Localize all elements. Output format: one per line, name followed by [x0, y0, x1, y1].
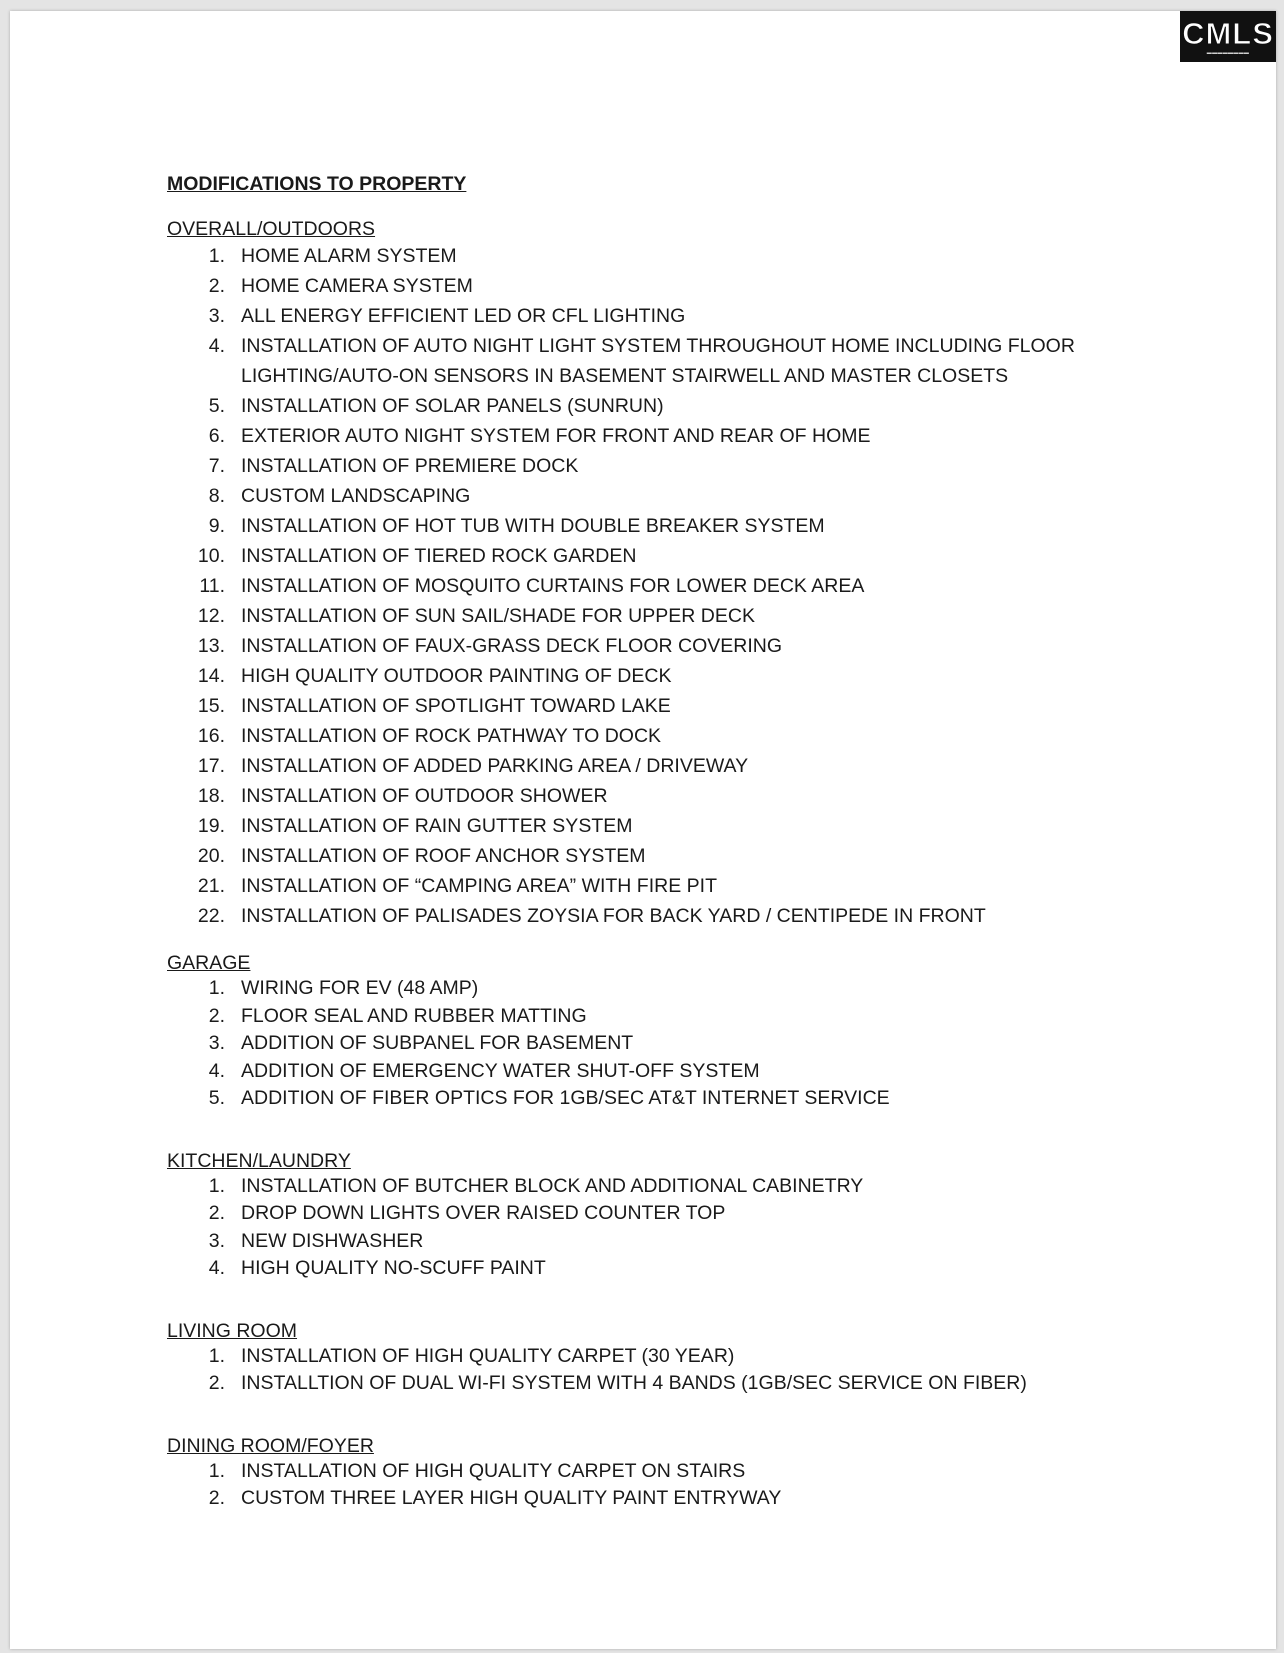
list-item: [167, 901, 1167, 931]
item-number: 8.: [208, 485, 225, 507]
item-number: 4.: [208, 335, 225, 357]
section-heading: OVERALL/OUTDOORS: [167, 218, 376, 240]
list-item: [167, 721, 1167, 751]
item-text: INSTALLATION OF ROOF ANCHOR SYSTEM: [241, 845, 646, 867]
logo-text: CMLS: [1182, 15, 1274, 51]
list-item: [167, 751, 1167, 781]
item-number: 4.: [208, 1059, 225, 1082]
list-item: [167, 1085, 1167, 1113]
item-number: 2.: [208, 275, 225, 297]
item-number: 2.: [208, 1202, 225, 1224]
list-item: [167, 1370, 1167, 1398]
item-list: [167, 1343, 1167, 1398]
list-item: [167, 1003, 1167, 1031]
list-item: [167, 301, 1167, 331]
list-item: [167, 241, 1167, 271]
section-heading: LIVING ROOM: [167, 1319, 298, 1342]
item-number: 2.: [208, 1487, 225, 1509]
item-number: 1.: [208, 245, 225, 267]
list-item: [167, 1485, 1167, 1513]
list-item: [167, 811, 1167, 841]
item-number: 1.: [208, 977, 225, 999]
item-text: INSTALLATION OF FAUX-GRASS DECK FLOOR COVERING: [241, 635, 783, 657]
list-item: [167, 271, 1167, 301]
item-list: [167, 975, 1167, 1113]
list-item: [167, 1173, 1167, 1201]
item-text: INSTALLATION OF TIERED ROCK GARDEN: [241, 545, 637, 567]
item-number: 2.: [208, 1372, 225, 1394]
list-item: [167, 601, 1167, 631]
item-number: 3.: [208, 305, 225, 327]
item-text: INSTALLATION OF HOT TUB WITH DOUBLE BREAKER SYSTEM: [241, 515, 825, 537]
item-text: FLOOR SEAL AND RUBBER MATTING: [241, 1004, 587, 1027]
list-item: [167, 975, 1167, 1003]
list-item: [167, 1228, 1167, 1256]
item-number: 22.: [197, 905, 225, 927]
section-heading: DINING ROOM/FOYER: [167, 1434, 374, 1457]
item-number: 18.: [197, 785, 225, 807]
section-living-room: [167, 1319, 1167, 1398]
list-item: [167, 421, 1167, 451]
item-text: INSTALLATION OF ADDED PARKING AREA / DRIVEWAY: [241, 755, 749, 777]
item-number: 21.: [197, 875, 225, 897]
item-text: EXTERIOR AUTO NIGHT SYSTEM FOR FRONT AND REAR OF HOME: [241, 425, 871, 447]
item-number: 1.: [208, 1174, 225, 1197]
item-text: INSTALLATION OF PALISADES ZOYSIA FOR BACK YARD / CENTIPEDE IN FRONT: [241, 905, 986, 927]
item-text: INSTALLATION OF HIGH QUALITY CARPET ON STAIRS: [241, 1459, 746, 1482]
item-number: 17.: [197, 755, 225, 777]
item-number: 4.: [208, 1257, 225, 1279]
item-text: ADDITION OF EMERGENCY WATER SHUT-OFF SYSTEM: [241, 1059, 760, 1082]
item-text: CUSTOM LANDSCAPING: [241, 485, 471, 507]
item-text: HOME ALARM SYSTEM: [241, 245, 457, 267]
document-body: [167, 171, 1167, 1533]
logo-tagline-mark: ▬▬▬▬▬▬▬▬: [1206, 49, 1250, 56]
item-text: INSTALLATION OF OUTDOOR SHOWER: [241, 785, 608, 807]
list-item: [167, 1200, 1167, 1228]
item-list: [167, 241, 1167, 931]
item-text: INSTALLATION OF PREMIERE DOCK: [241, 455, 579, 477]
item-number: 7.: [208, 455, 225, 477]
item-number: 3.: [208, 1229, 225, 1252]
item-text: INSTALLATION OF SOLAR PANELS (SUNRUN): [241, 395, 664, 417]
item-number: 16.: [197, 725, 225, 747]
item-text: INSTALLTION OF DUAL WI-FI SYSTEM WITH 4 BANDS (1GB/SEC SERVICE ON FIBER): [241, 1372, 1027, 1394]
list-item: [167, 1058, 1167, 1086]
item-number: 1.: [208, 1344, 225, 1367]
section-kitchen-laundry: [167, 1149, 1167, 1283]
item-text: INSTALLATION OF BUTCHER BLOCK AND ADDITIONAL CABINETRY: [241, 1174, 864, 1197]
cmls-logo: [1180, 11, 1276, 62]
list-item: [167, 781, 1167, 811]
item-number: 14.: [197, 665, 225, 687]
item-text: INSTALLATION OF SUN SAIL/SHADE FOR UPPER DECK: [241, 605, 755, 627]
list-item: [167, 451, 1167, 481]
item-text: INSTALLATION OF SPOTLIGHT TOWARD LAKE: [241, 695, 671, 717]
item-text: DROP DOWN LIGHTS OVER RAISED COUNTER TOP: [241, 1202, 726, 1224]
item-text: ADDITION OF SUBPANEL FOR BASEMENT: [241, 1032, 634, 1054]
list-item: [167, 1030, 1167, 1058]
item-text: HIGH QUALITY OUTDOOR PAINTING OF DECK: [241, 665, 672, 687]
item-number: 3.: [208, 1032, 225, 1054]
item-text: ALL ENERGY EFFICIENT LED OR CFL LIGHTING: [241, 305, 686, 327]
list-item: [167, 1458, 1167, 1486]
item-number: 12.: [197, 605, 225, 627]
item-list: [167, 1458, 1167, 1513]
list-item: [167, 541, 1167, 571]
list-item: [167, 661, 1167, 691]
item-number: 6.: [208, 425, 225, 447]
list-item: [167, 1255, 1167, 1283]
item-text: WIRING FOR EV (48 AMP): [241, 977, 479, 999]
list-item: [167, 1343, 1167, 1371]
item-number: 10.: [197, 545, 225, 567]
item-list: [167, 1173, 1167, 1283]
list-item: [167, 331, 1167, 391]
item-number: 9.: [208, 515, 225, 537]
item-text: INSTALLATION OF MOSQUITO CURTAINS FOR LOWER DECK AREA: [241, 575, 865, 597]
item-number: 1.: [208, 1459, 225, 1482]
item-number: 13.: [197, 635, 225, 657]
item-text: HIGH QUALITY NO-SCUFF PAINT: [241, 1257, 546, 1279]
section-heading: KITCHEN/LAUNDRY: [167, 1149, 351, 1172]
list-item: [167, 391, 1167, 421]
item-number: 2.: [208, 1004, 225, 1027]
item-text: INSTALLATION OF ROCK PATHWAY TO DOCK: [241, 725, 662, 747]
item-number: 11.: [199, 575, 225, 597]
item-text: INSTALLATION OF AUTO NIGHT LIGHT SYSTEM THROUGHOUT HOME INCLUDING FLOOR LIGHTING/AUTO-ON SENSORS IN BASEMENT STAIRWELL AND MASTER CLOSETS: [241, 335, 1075, 387]
list-item: [167, 841, 1167, 871]
list-item: [167, 691, 1167, 721]
item-text: ADDITION OF FIBER OPTICS FOR 1GB/SEC AT&T INTERNET SERVICE: [241, 1087, 890, 1109]
item-text: INSTALLATION OF RAIN GUTTER SYSTEM: [241, 815, 633, 837]
page-title: MODIFICATIONS TO PROPERTY: [167, 173, 467, 195]
list-item: [167, 511, 1167, 541]
item-text: CUSTOM THREE LAYER HIGH QUALITY PAINT ENTRYWAY: [241, 1487, 782, 1509]
item-number: 19.: [197, 815, 225, 837]
item-number: 20.: [197, 845, 225, 867]
item-text: INSTALLATION OF HIGH QUALITY CARPET (30 YEAR): [241, 1344, 735, 1367]
list-item: [167, 481, 1167, 511]
list-item: [167, 571, 1167, 601]
list-item: [167, 871, 1167, 901]
item-number: 5.: [208, 395, 225, 417]
section-garage: [167, 951, 1167, 1113]
item-number: 5.: [208, 1087, 225, 1109]
document-page: [10, 11, 1276, 1649]
list-item: [167, 631, 1167, 661]
item-text: INSTALLATION OF “CAMPING AREA” WITH FIRE PIT: [241, 875, 717, 897]
section-heading: GARAGE: [167, 952, 251, 974]
section-dining-room-foyer: [167, 1434, 1167, 1513]
item-text: HOME CAMERA SYSTEM: [241, 275, 473, 297]
item-number: 15.: [197, 695, 225, 717]
section-overall-outdoors: [167, 217, 1167, 931]
item-text: NEW DISHWASHER: [241, 1229, 424, 1252]
